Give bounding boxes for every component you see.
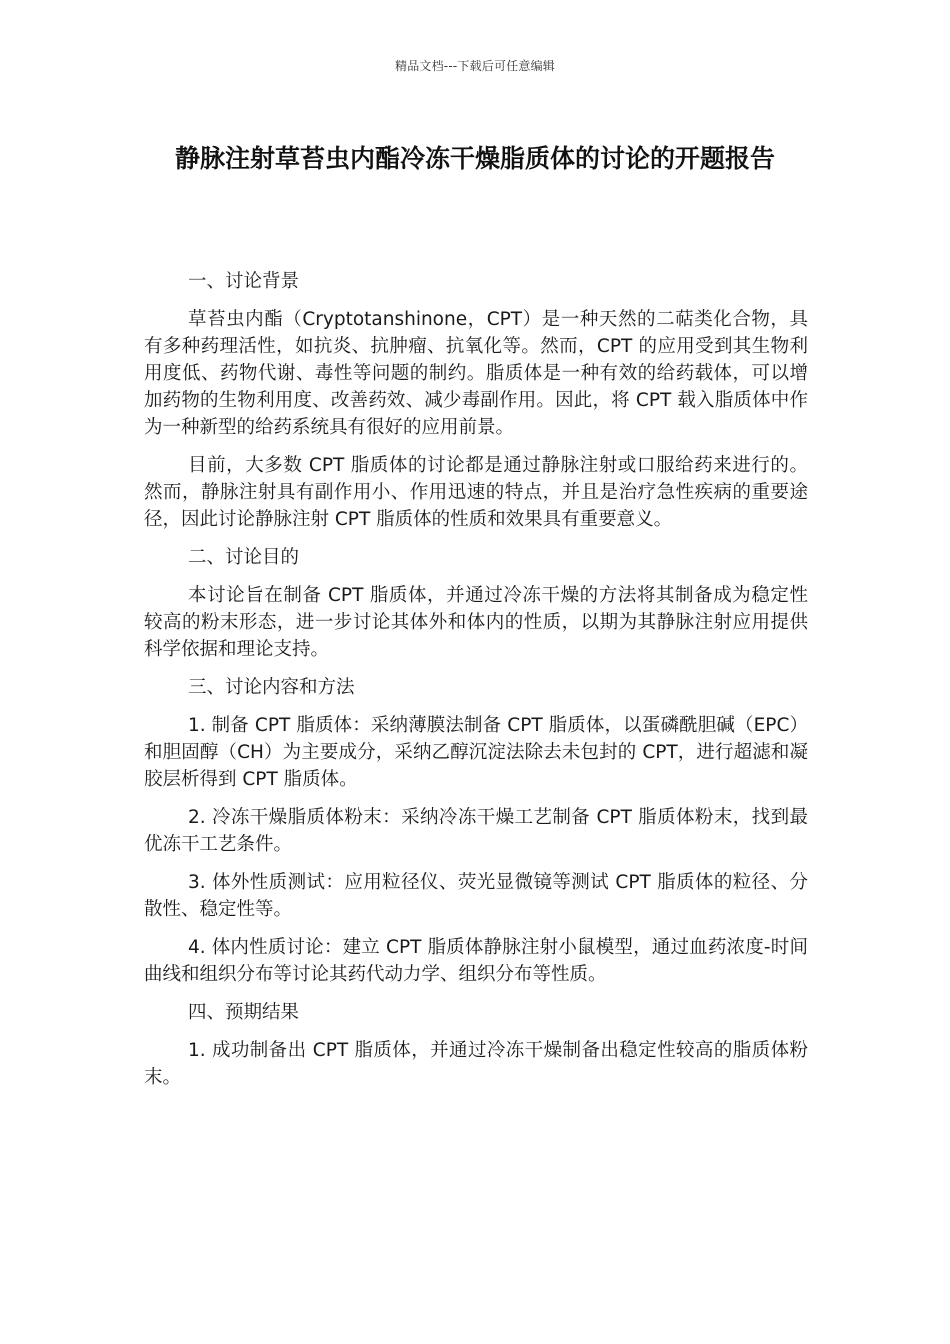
section-content-methods (144, 674, 808, 988)
header-note: 精品文档---下载后可任意编辑 (395, 59, 555, 73)
list-item: 3. 体外性质测试：应用粒径仪、荧光显微镜等测试 CPT 脂质体的粒径、分散性、稳定性等。 (144, 872, 808, 920)
section-heading: 四、预期结果 (188, 1002, 300, 1023)
section-expected-results (144, 999, 808, 1091)
list-item: 1. 成功制备出 CPT 脂质体，并通过冷冻干燥制备出稳定性较高的脂质体粉末。 (144, 1040, 808, 1088)
document-body (144, 268, 808, 1102)
list-item: 2. 冷冻干燥脂质体粉末：采纳冷冻干燥工艺制备 CPT 脂质体粉末，找到最优冻干工艺条件。 (144, 807, 808, 855)
section-heading: 二、讨论目的 (188, 547, 300, 568)
section-heading: 一、讨论背景 (188, 271, 300, 292)
document-title: 静脉注射草苔虫内酯冷冻干燥脂质体的讨论的开题报告 (174, 144, 775, 173)
list-item: 1. 制备 CPT 脂质体：采纳薄膜法制备 CPT 脂质体，以蛋磷酰胆碱（EPC）和胆固醇（CH）为主要成分，采纳乙醇沉淀法除去未包封的 CPT，进行超滤和凝胶层析得到 CPT 脂质体。 (144, 715, 808, 790)
paragraph: 本讨论旨在制备 CPT 脂质体，并通过冷冻干燥的方法将其制备成为稳定性较高的粉末形态，进一步讨论其体外和体内的性质，以期为其静脉注射应用提供科学依据和理论支持。 (144, 585, 808, 660)
section-purpose (144, 544, 808, 663)
list-item: 4. 体内性质讨论：建立 CPT 脂质体静脉注射小鼠模型，通过血药浓度-时间曲线和组织分布等讨论其药代动力学、组织分布等性质。 (144, 937, 808, 985)
section-heading: 三、讨论内容和方法 (188, 677, 355, 698)
paragraph: 目前，大多数 CPT 脂质体的讨论都是通过静脉注射或口服给药来进行的。然而，静脉注射具有副作用小、作用迅速的特点，并且是治疗急性疾病的重要途径，因此讨论静脉注射 CPT 脂质体的性质和效果具有重要意义。 (144, 455, 808, 530)
paragraph: 草苔虫内酯（Cryptotanshinone，CPT）是一种天然的二萜类化合物，具有多种药理活性，如抗炎、抗肿瘤、抗氧化等。然而，CPT 的应用受到其生物利用度低、药物代谢、毒性等问题的制约。脂质体是一种有效的给药载体，可以增加药物的生物利用度、改善药效、减少毒副作用。因此，将 CPT 载入脂质体中作为一种新型的给药系统具有很好的应用前景。 (144, 309, 808, 438)
section-background (144, 268, 808, 533)
